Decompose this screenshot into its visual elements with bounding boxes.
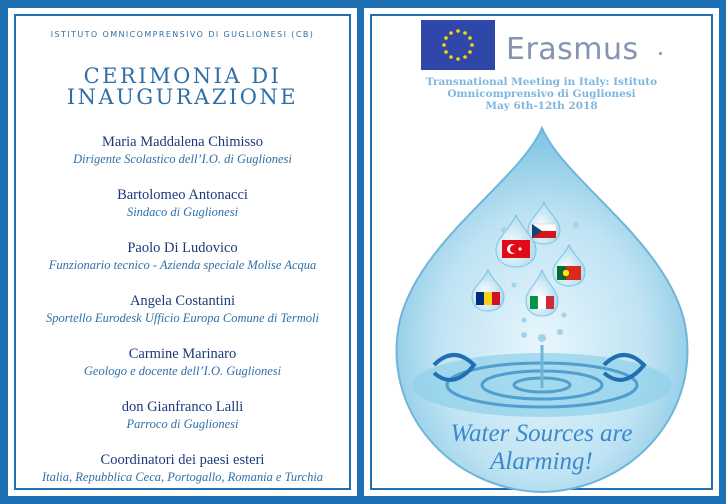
meeting-line-2: Omnicomprensivo di Guglionesi: [447, 88, 636, 100]
title-line-1: CERIMONIA DI: [83, 64, 282, 88]
speaker-entry: [8, 133, 357, 186]
speaker-name: Maria Maddalena Chimisso: [101, 134, 264, 150]
droplet: [522, 318, 527, 323]
speaker-entry: [8, 292, 357, 345]
speaker-name: Paolo Di Ludovico: [127, 240, 238, 256]
speaker-name: don Gianfranco Lalli: [121, 399, 244, 415]
speaker-role: Funzionario tecnico - Azienda speciale Molise Acqua: [48, 258, 317, 272]
erasmus-logo-text: Erasmus: [506, 32, 639, 67]
speaker-role: Sportello Eurodesk Ufficio Europa Comune di Termoli: [46, 311, 319, 325]
poster-panel: [364, 8, 719, 496]
eu-stars-icon: [421, 20, 495, 70]
speaker-entry: [8, 451, 357, 504]
meeting-line-3: May 6th-12th 2018: [485, 100, 598, 112]
meeting-line-1: Transnational Meeting in Italy: Istituto: [425, 76, 658, 88]
speaker-role: Sindaco di Guglionesi: [126, 205, 239, 219]
ceremony-title: [8, 66, 357, 108]
slogan: [364, 420, 719, 476]
speaker-role: Geologo e docente dell’I.O. Guglionesi: [83, 364, 282, 378]
splash-drop: [557, 329, 563, 335]
slogan-line-2: Alarming!: [490, 448, 593, 475]
title-line-2: INAUGURAZIONE: [66, 85, 299, 109]
speaker-entry: [8, 345, 357, 398]
droplet: [501, 227, 507, 233]
erasmus-logo-dot: [659, 52, 662, 55]
speaker-entry: [8, 239, 357, 292]
speaker-role: Parroco di Guglionesi: [126, 417, 239, 431]
droplet: [573, 222, 579, 228]
school-name: ISTITUTO OMNICOMPRENSIVO DI GUGLIONESI (CB): [50, 30, 315, 39]
slogan-line-1: Water Sources are: [450, 420, 633, 447]
speaker-entry: [8, 398, 357, 451]
speaker-name: Angela Costantini: [129, 293, 236, 309]
droplet: [512, 283, 517, 288]
meeting-info: [364, 76, 719, 112]
splash-drop: [538, 334, 546, 342]
speaker-name: Bartolomeo Antonacci: [117, 187, 248, 203]
droplet: [562, 313, 567, 318]
speaker-name: Coordinatori dei paesi esteri: [100, 452, 265, 468]
speaker-role: Dirigente Scolastico dell’I.O. di Guglionesi: [73, 152, 292, 166]
speaker-entry: [8, 186, 357, 239]
speaker-name: Carmine Marinaro: [128, 346, 237, 362]
speaker-role: Italia, Repubblica Ceca, Portogallo, Romania e Turchia: [41, 470, 324, 484]
splash-drop: [521, 332, 527, 338]
speaker-list: [8, 133, 357, 504]
eu-flag-icon: [421, 20, 495, 70]
ceremony-panel: [8, 8, 357, 496]
